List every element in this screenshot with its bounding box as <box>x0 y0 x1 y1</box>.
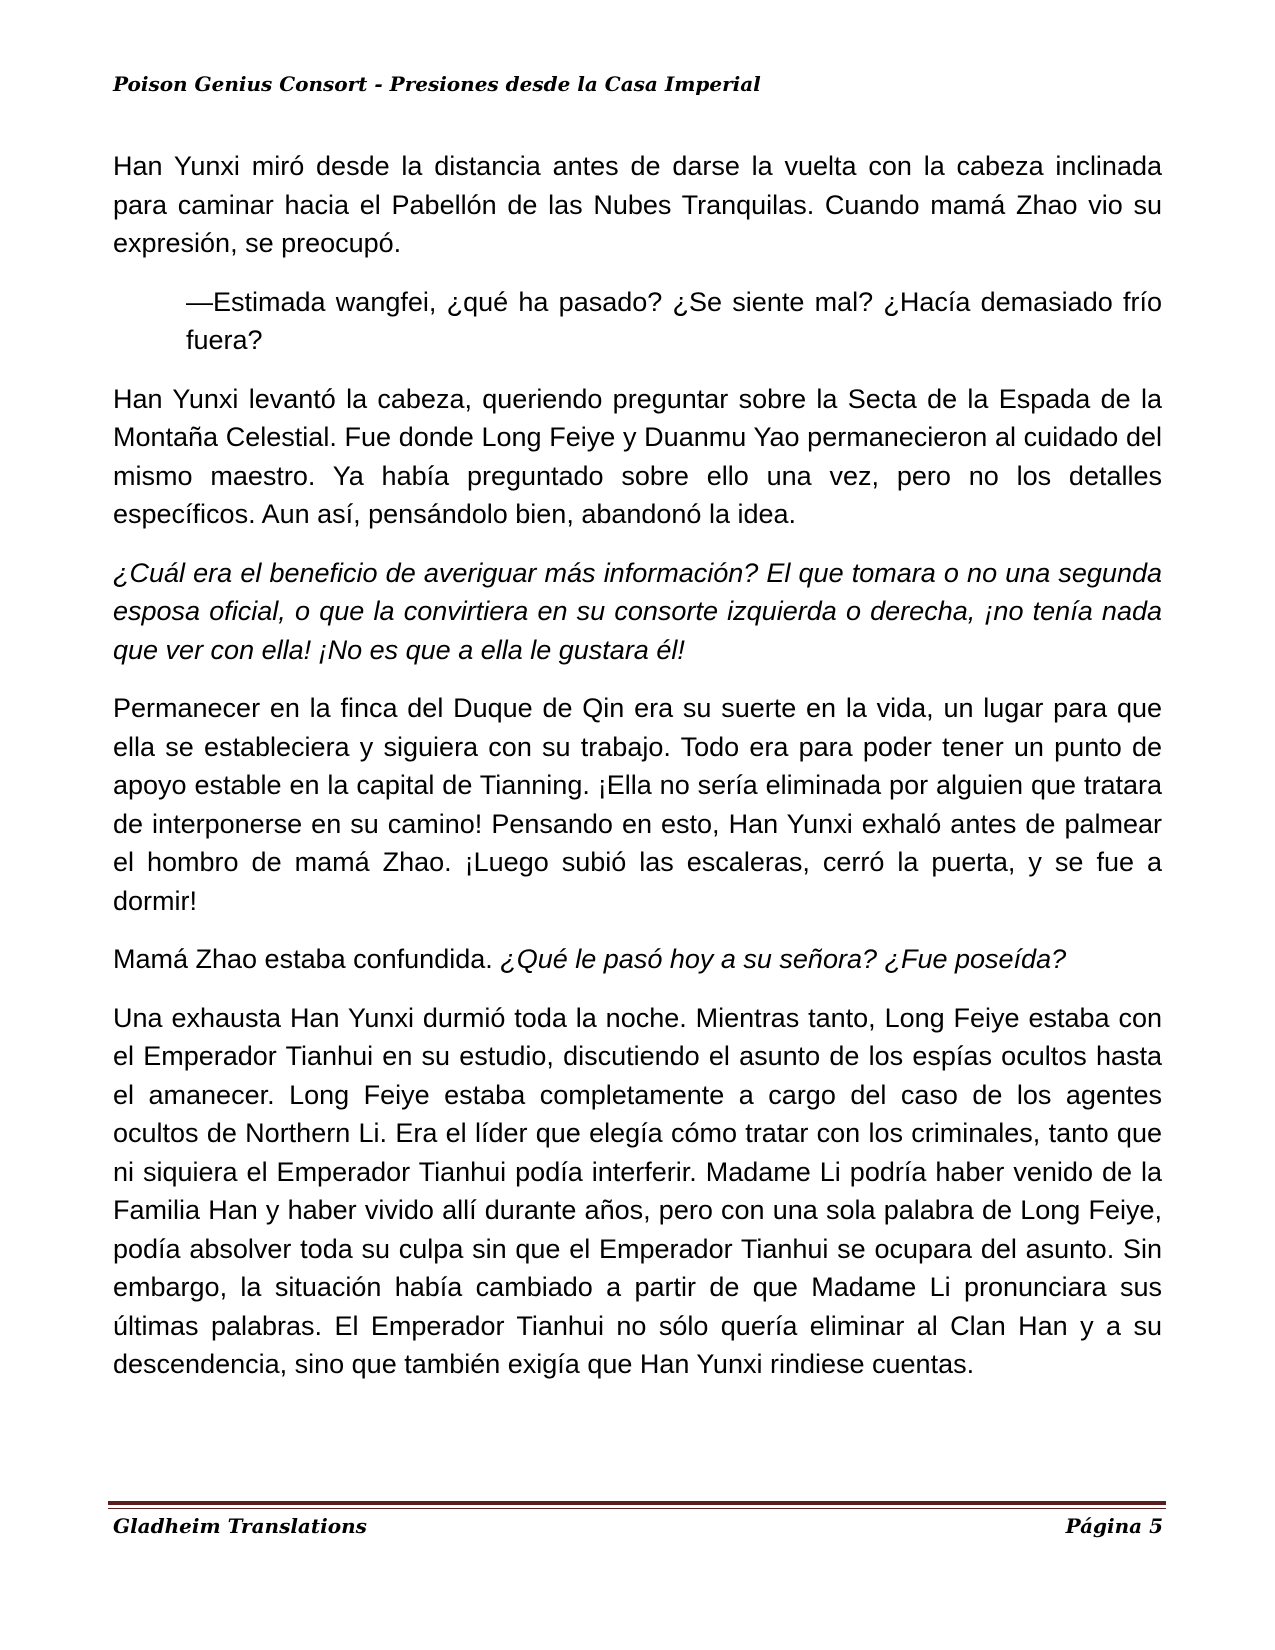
running-header: Poison Genius Consort - Presiones desde la Casa Imperial <box>113 72 761 96</box>
paragraph-7: Una exhausta Han Yunxi durmió toda la noche. Mientras tanto, Long Feiye estaba con el Emperador Tianhui en su estudio, discutiendo el asunto de los espías ocultos hasta el amanecer. Long Feiye estaba completamente a cargo del caso de los agentes ocultos de Northern Li. Era el líder que elegía cómo tratar con los criminales, tanto que ni siquiera el Emperador Tianhui podía interferir. Madame Li podría haber venido de la Familia Han y haber vivido allí durante años, pero con una sola palabra de Long Feiye, podía absolver toda su culpa sin que el Emperador Tianhui se ocupara del asunto. Sin embargo, la situación había cambiado a partir de que Madame Li pronunciara sus últimas palabras. El Emperador Tianhui no sólo quería eliminar al Clan Han y a su descendencia, sino que también exigía que Han Yunxi rindiese cuentas. <box>113 1002 1162 1379</box>
paragraph-3: Han Yunxi levantó la cabeza, queriendo preguntar sobre la Secta de la Espada de la Montaña Celestial. Fue donde Long Feiye y Duanmu Yao permanecieron al cuidado del mismo maestro. Ya había preguntado sobre ello una vez, pero no los detalles específicos. Aun así, pensándolo bien, abandonó la idea. <box>113 383 1162 529</box>
footer-rule-thick <box>108 1501 1166 1505</box>
page-number: Página 5 <box>1065 1514 1163 1538</box>
italic-thought-paragraph: ¿Cuál era el beneficio de averiguar más información? El que tomara o no una segunda esposa oficial, o que la convirtiera en su consorte izquierda o derecha, ¡no tenía nada que ver con ella! ¡No es que a ella le gustara él! <box>113 557 1162 665</box>
paragraph-6-italic: ¿Qué le pasó hoy a su señora? ¿Fue poseída? <box>500 944 1067 974</box>
paragraph-6-plain: Mamá Zhao estaba confundida. <box>113 944 501 974</box>
body-text <box>113 147 1162 1404</box>
footer-rule-thin <box>108 1508 1166 1509</box>
footer-publisher: Gladheim Translations <box>113 1514 367 1538</box>
dialogue-paragraph: —Estimada wangfei, ¿qué ha pasado? ¿Se siente mal? ¿Hacía demasiado frío fuera? <box>186 286 1162 355</box>
paragraph-1: Han Yunxi miró desde la distancia antes de darse la vuelta con la cabeza inclinada para caminar hacia el Pabellón de las Nubes Tranquilas. Cuando mamá Zhao vio su expresión, se preocupó. <box>113 151 1162 258</box>
paragraph-6 <box>113 940 1162 979</box>
paragraph-5: Permanecer en la finca del Duque de Qin era su suerte en la vida, un lugar para que ella se estableciera y siguiera con su trabajo. Todo era para poder tener un punto de apoyo estable en la capital de Tianning. ¡Ella no sería eliminada por alguien que tratara de interponerse en su camino! Pensando en esto, Han Yunxi exhaló antes de palmear el hombro de mamá Zhao. ¡Luego subió las escaleras, cerró la puerta, y se fue a dormir! <box>113 693 1162 916</box>
